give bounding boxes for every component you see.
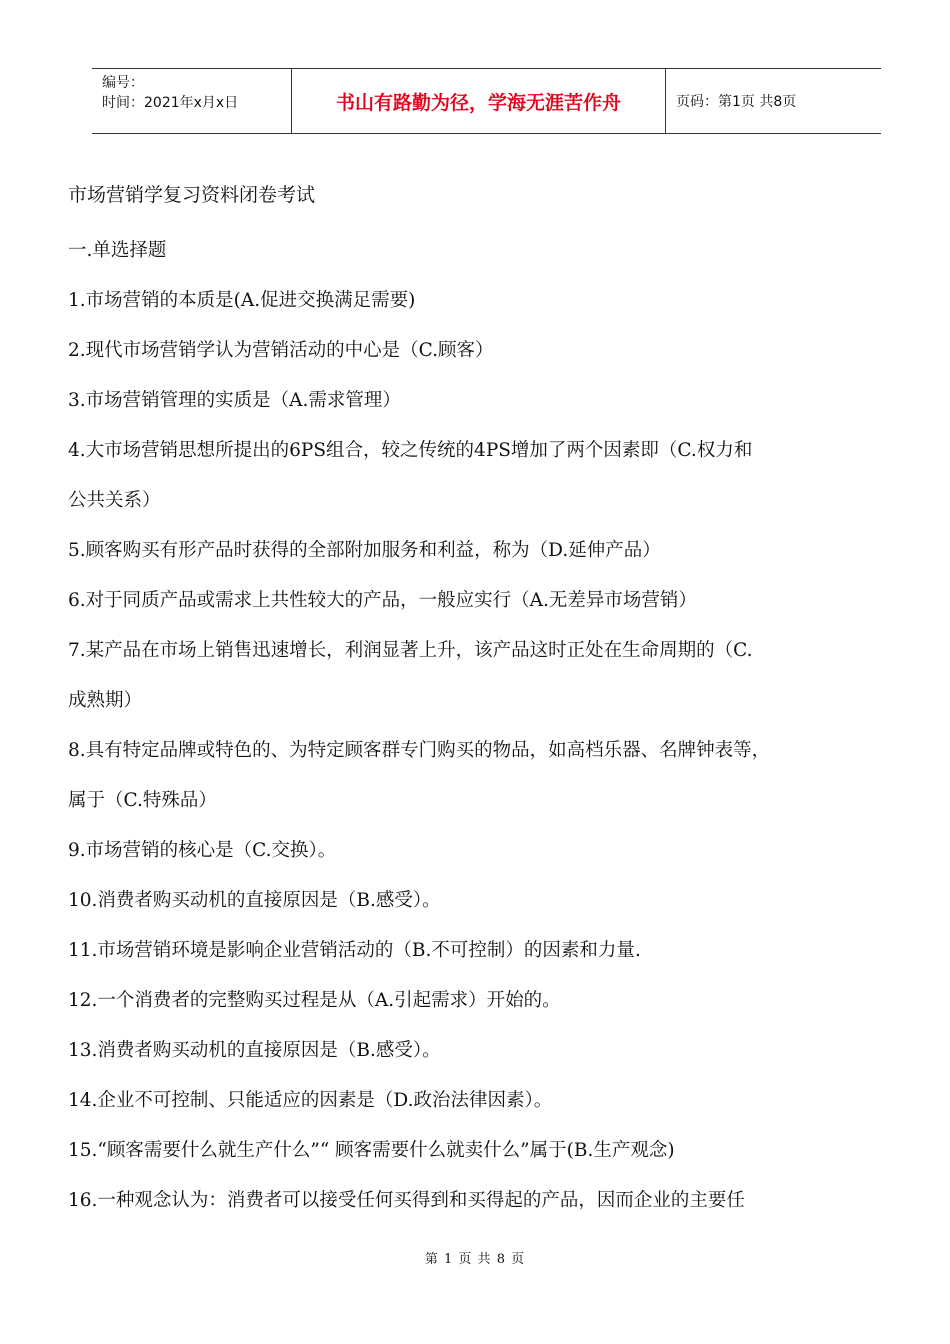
question-line: 10.消费者购买动机的直接原因是（B.感受）。	[68, 890, 441, 911]
question-line: 13.消费者购买动机的直接原因是（B.感受）。	[68, 1040, 441, 1061]
header-meta	[92, 69, 292, 133]
section-heading: 一.单选择题	[68, 240, 167, 261]
document-header	[92, 68, 881, 134]
question-line: 5.顾客购买有形产品时获得的全部附加服务和利益，称为（D.延伸产品）	[68, 540, 661, 561]
document-title: 市场营销学复习资料闭卷考试	[68, 184, 316, 206]
question-line: 7.某产品在市场上销售迅速增长，利润显著上升，该产品这时正处在生命周期的（C.	[68, 640, 753, 661]
question-line: 属于（C.特殊品）	[68, 790, 217, 811]
question-line: 15.“顾客需要什么就生产什么”“ 顾客需要什么就卖什么”属于(B.生产观念)	[68, 1140, 675, 1161]
header-motto: 书山有路勤为径，学海无涯苦作舟	[292, 69, 666, 133]
page-footer: 第 1 页 共 8 页	[424, 1252, 526, 1267]
question-line: 11.市场营销环境是影响企业营销活动的（B.不可控制）的因素和力量.	[68, 940, 641, 961]
question-line: 2.现代市场营销学认为营销活动的中心是（C.顾客）	[68, 340, 494, 361]
question-line: 3.市场营销管理的实质是（A.需求管理）	[68, 390, 401, 411]
question-line: 4.大市场营销思想所提出的6PS组合，较之传统的4PS增加了两个因素即（C.权力和	[68, 440, 753, 461]
question-list	[68, 226, 912, 1226]
question-line: 9.市场营销的核心是（C.交换）。	[68, 840, 337, 861]
question-line: 成熟期）	[68, 690, 143, 711]
question-line: 14.企业不可控制、只能适应的因素是（D.政治法律因素）。	[68, 1090, 553, 1111]
question-line: 16.一种观念认为：消费者可以接受任何买得到和买得起的产品，因而企业的主要任	[68, 1190, 745, 1211]
question-line: 8.具有特定品牌或特色的、为特定顾客群专门购买的物品，如高档乐器、名牌钟表等，	[68, 740, 771, 761]
header-page-info: 页码：第1页 共8页	[676, 94, 797, 110]
question-line: 公共关系）	[68, 490, 161, 511]
question-line: 6.对于同质产品或需求上共性较大的产品，一般应实行（A.无差异市场营销）	[68, 590, 697, 611]
number-label: 编号：	[102, 75, 144, 91]
time-label: 时间：2021年x月x日	[102, 95, 239, 111]
question-line: 12.一个消费者的完整购买过程是从（A.引起需求）开始的。	[68, 990, 561, 1011]
question-line: 1.市场营销的本质是(A.促进交换满足需要)	[68, 290, 416, 311]
